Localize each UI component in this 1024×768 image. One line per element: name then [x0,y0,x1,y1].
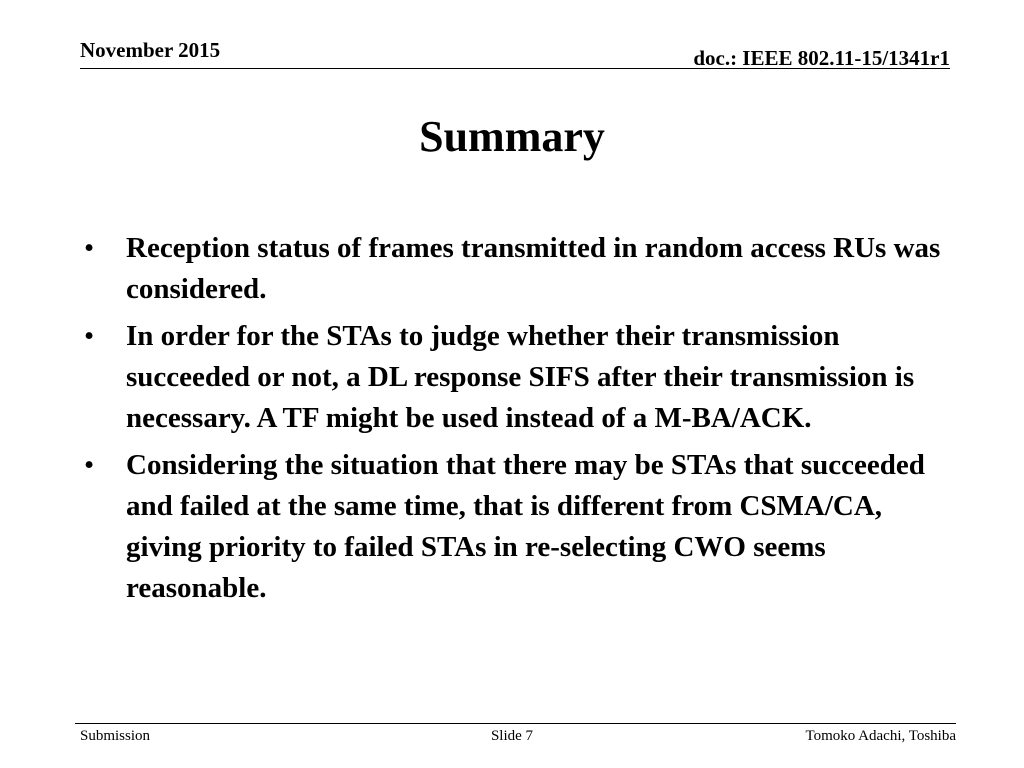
bullet-item [84,228,944,310]
bullet-marker: • [84,320,95,352]
bullet-item [84,316,944,439]
bullet-marker: • [84,232,95,264]
header-date: November 2015 [80,38,221,62]
header-divider [80,68,950,69]
bullet-text: Reception status of frames transmitted in random access RUs was considered. [126,232,941,305]
header-doc-id: doc.: IEEE 802.11-15/1341r1 [693,46,950,70]
bullet-text: Considering the situation that there may be STAs that succeeded and failed at the same time, that is different from CSMA/CA, giving priority to failed STAs in re-selecting CWO seems reasonable. [126,449,925,604]
footer-divider [75,723,956,724]
footer-submission: Submission [80,728,151,744]
footer-slide-number: Slide 7 [490,728,534,744]
slide-title: Summary [419,112,605,161]
bullet-marker: • [84,449,95,481]
bullet-text: In order for the STAs to judge whether their transmission succeeded or not, a DL response SIFS after their transmission is necessary. A TF might be used instead of a M-BA/ACK. [126,320,915,434]
bullet-list [84,228,944,615]
bullet-item [84,445,944,609]
footer-author: Tomoko Adachi, Toshiba [805,728,956,744]
